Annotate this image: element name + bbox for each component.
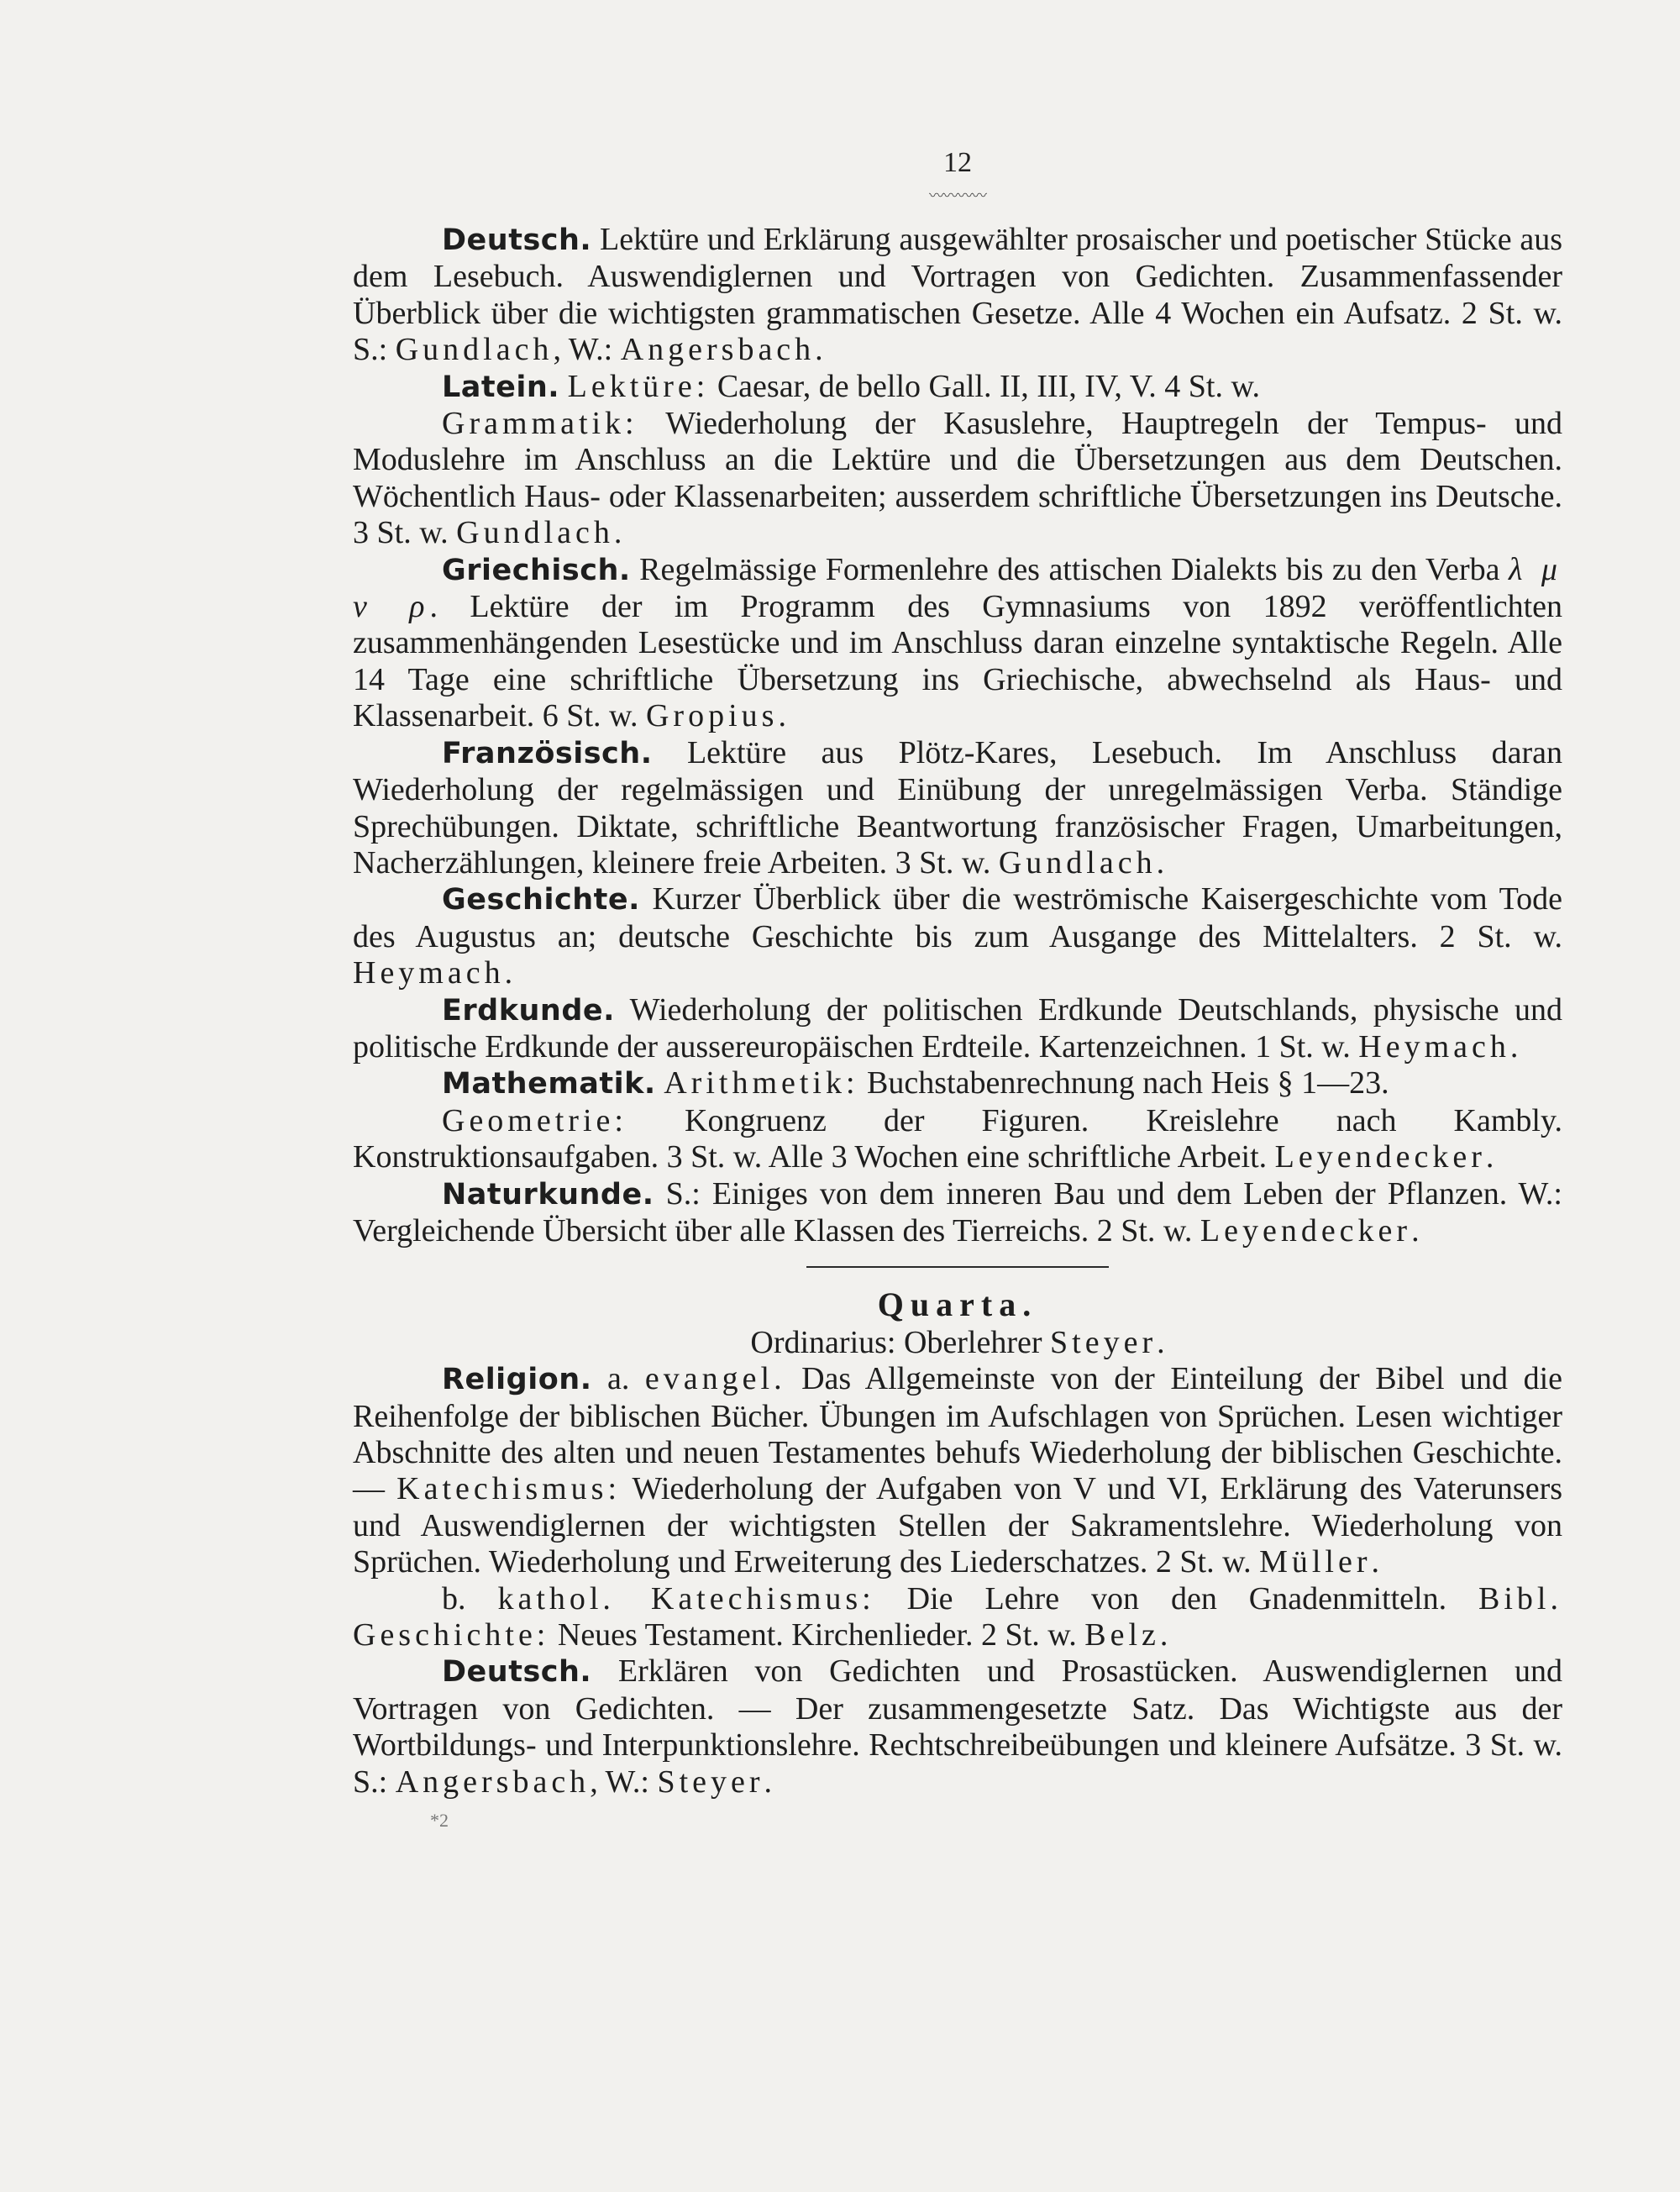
deutsch-text-2: , W.: <box>553 332 621 368</box>
quarta-title: Quarta. <box>877 1285 1038 1324</box>
heading-mathematik: Mathematik. <box>442 1067 656 1101</box>
section-erdkunde <box>353 992 1562 1066</box>
greek-letters: λ μ ν ρ <box>353 551 1562 625</box>
heading-quarta-deutsch: Deutsch. <box>442 1655 592 1690</box>
page-body <box>353 145 1562 1838</box>
latein-text: Caesar, de bello Gall. II, III, IV, V. 4 St. w. <box>709 368 1260 404</box>
page-number-ornament: 〰〰〰〰 <box>929 187 986 204</box>
heading-franzoesisch: Französisch. <box>442 736 653 770</box>
religion-text-2: Wiederholung der Aufgaben von V und VI, Erklärung des Vaterunsers und Auswendiglernen der wichtigsten Stellen der Sakramentslehre. Wiederholung von Sprüchen. Wiederholung und Erweiterung des Liederschatzes. 2 St. w. <box>353 1471 1563 1580</box>
mathematik-label-geometrie: Geometrie: <box>442 1102 627 1138</box>
geschichte-text-2: . <box>504 955 513 991</box>
religion-text-6: . <box>1159 1617 1168 1653</box>
teacher-name: Belz <box>1084 1617 1160 1653</box>
naturkunde-text: S.: Einiges von dem inneren Bau und dem Leben der Pflanzen. W.: Vergleichende Übersicht über alle Klassen des Tierreichs. 2 St. w. <box>353 1175 1562 1248</box>
latein-label-grammatik: Grammatik: <box>442 406 638 442</box>
religion-text-4: Die Lehre von den Gnadenmitteln. <box>874 1580 1479 1616</box>
ordinarius-label: Ordinarius: Oberlehrer <box>750 1324 1051 1360</box>
mathematik-text-2: Kongruenz der Figuren. Kreislehre nach Kambly. Konstruktionsaufgaben. 3 St. w. Alle 3 Wochen eine schriftliche Arbeit. <box>353 1102 1562 1175</box>
religion-text-5: Neues Testament. Kirchenlieder. 2 St. w. <box>549 1617 1085 1653</box>
franzoesisch-text: Lektüre aus Plötz-Kares, Lesebuch. Im Anschluss daran Wiederholung der regelmässigen und Einübung der unregelmässigen Verba. Ständige Sprechübungen. Diktate, schriftliche Beantwortung französischer Fragen, Umarbeitungen, Nacherzählungen, kleinere freie Arbeiten. 3 St. w. <box>353 734 1562 880</box>
erdkunde-text: Wiederholung der politischen Erdkunde Deutschlands, physische und politische Erdkunde der aussereuropäischen Erdteile. Kartenzeichnen. 1 St. w. <box>353 991 1562 1064</box>
deutsch-text: Lektüre und Erklärung ausgewählter prosaischer und poetischer Stücke aus dem Lesebuch. Auswendiglernen und Vortragen von Gedichten. Zusammenfassender Überblick über die wichtigsten grammatischen Gesetze. Alle 4 Wochen ein Aufsatz. 2 St. w. S.: <box>353 222 1562 368</box>
heading-geschichte: Geschichte. <box>442 883 640 917</box>
page-number: 12 <box>943 147 972 178</box>
section-deutsch <box>353 222 1562 369</box>
teacher-name: Steyer <box>657 1764 764 1800</box>
section-mathematik-geometrie <box>353 1103 1562 1176</box>
heading-religion: Religion. <box>442 1363 592 1397</box>
teacher-name: Angersbach <box>620 332 816 368</box>
religion-katechismus: Katechismus: <box>396 1471 622 1507</box>
section-geschichte <box>353 881 1562 991</box>
section-latein <box>353 369 1562 406</box>
griechisch-text-2: . Lektüre der im Programm des Gymnasiums von 1892 veröffentlichten zusammenhängenden Lesestücke und im Anschluss daran einzelne syntaktische Regeln. Alle 14 Tage eine schriftliche Übersetzung ins Griechische, abwechselnd als Haus- und Klassenarbeit. 6 St. w. <box>353 589 1563 734</box>
teacher-name: Gundlach <box>395 332 554 368</box>
teacher-name: Heymach <box>1358 1028 1510 1064</box>
religion-part-a: a. <box>591 1361 645 1397</box>
section-religion-kathol <box>353 1581 1562 1654</box>
teacher-name: Müller <box>1259 1544 1372 1580</box>
griechisch-text-3: . <box>778 698 786 734</box>
heading-griechisch: Griechisch. <box>442 553 631 587</box>
latein-text-2: Wiederholung der Kasuslehre, Hauptregeln der Tempus- und Moduslehre im Anschluss an die Lektüre und die Übersetzungen aus dem Deutschen. Wöchentlich Haus- oder Klassenarbeiten; ausserdem schriftliche Übersetzungen ins Deutsche. 3 St. w. <box>353 406 1562 551</box>
teacher-name: Gundlach <box>456 515 614 551</box>
heading-latein: Latein. <box>442 370 560 404</box>
heading-deutsch: Deutsch. <box>442 223 592 257</box>
section-quarta-deutsch <box>353 1653 1562 1800</box>
section-naturkunde <box>353 1176 1562 1250</box>
section-griechisch <box>353 552 1562 735</box>
franzoesisch-text-2: . <box>1156 844 1165 880</box>
mathematik-text: Buchstabenrechnung nach Heis § 1—23. <box>858 1065 1389 1101</box>
deutsch-text-3: . <box>815 332 823 368</box>
latein-label-lektuere: Lektüre: <box>567 368 710 404</box>
section-religion <box>353 1361 1562 1580</box>
latein-text-3: . <box>613 515 622 551</box>
religion-bibl: Bibl. Geschichte: <box>353 1580 1562 1653</box>
heading-erdkunde: Erdkunde. <box>442 993 615 1028</box>
section-divider <box>806 1266 1109 1268</box>
geschichte-text: Kurzer Überblick über die weströmische Kaisergeschichte vom Tode des Augustus an; deutsche Geschichte bis zum Ausgange des Mittelalters. 2 St. w. <box>353 881 1562 954</box>
ordinarius-line <box>353 1325 1562 1361</box>
ordinarius-name: Steyer <box>1050 1324 1158 1360</box>
religion-text: Das Allgemeinste von der Einteilung der Bibel und die Reihenfolge der biblischen Bücher. Übungen im Aufschlagen von Sprüchen. Lesen wichtiger Abschnitte des alten und neuen Testamentes behufs Wiederholung der biblischen Geschichte. — <box>353 1361 1563 1507</box>
religion-part-b: b. <box>442 1580 498 1616</box>
class-title <box>353 1286 1562 1324</box>
mathematik-text-3: . <box>1485 1139 1494 1175</box>
ordinarius-end: . <box>1157 1324 1165 1360</box>
quarta-deutsch-text: Erklären von Gedichten und Prosastücken. Auswendiglernen und Vortragen von Gedichten. — Der zusammengesetzte Satz. Das Wichtigste aus der Wortbildungs- und Interpunktionslehre. Rechtschreibeübungen und kleinere Aufsätze. 3 St. w. S.: <box>353 1653 1562 1800</box>
quarta-deutsch-text-3: . <box>764 1764 773 1800</box>
section-franzoesisch <box>353 735 1562 882</box>
teacher-name: Heymach <box>353 955 505 991</box>
religion-katechismus-2: Katechismus: <box>614 1580 875 1616</box>
teacher-name: Gundlach <box>998 844 1157 880</box>
mathematik-label-arithmetik: Arithmetik: <box>664 1065 859 1101</box>
griechisch-text: Regelmässige Formenlehre des attischen Dialekts bis zu den Verba <box>630 551 1509 587</box>
teacher-name: Angersbach <box>395 1764 591 1800</box>
erdkunde-text-2: . <box>1509 1028 1519 1064</box>
religion-evangel: evangel. <box>644 1361 786 1397</box>
section-latein-grammatik <box>353 406 1562 552</box>
signature-mark: *2 <box>430 1810 449 1832</box>
teacher-name: Leyendecker <box>1200 1212 1412 1248</box>
religion-text-3: . <box>1371 1544 1380 1580</box>
teacher-name: Gropius <box>645 698 779 734</box>
teacher-name: Leyendecker <box>1274 1139 1486 1175</box>
heading-naturkunde: Naturkunde. <box>442 1177 654 1212</box>
section-mathematik <box>353 1065 1562 1102</box>
religion-kathol: kathol. <box>497 1580 615 1616</box>
naturkunde-text-2: . <box>1411 1212 1420 1248</box>
quarta-deutsch-text-2: , W.: <box>590 1764 658 1800</box>
